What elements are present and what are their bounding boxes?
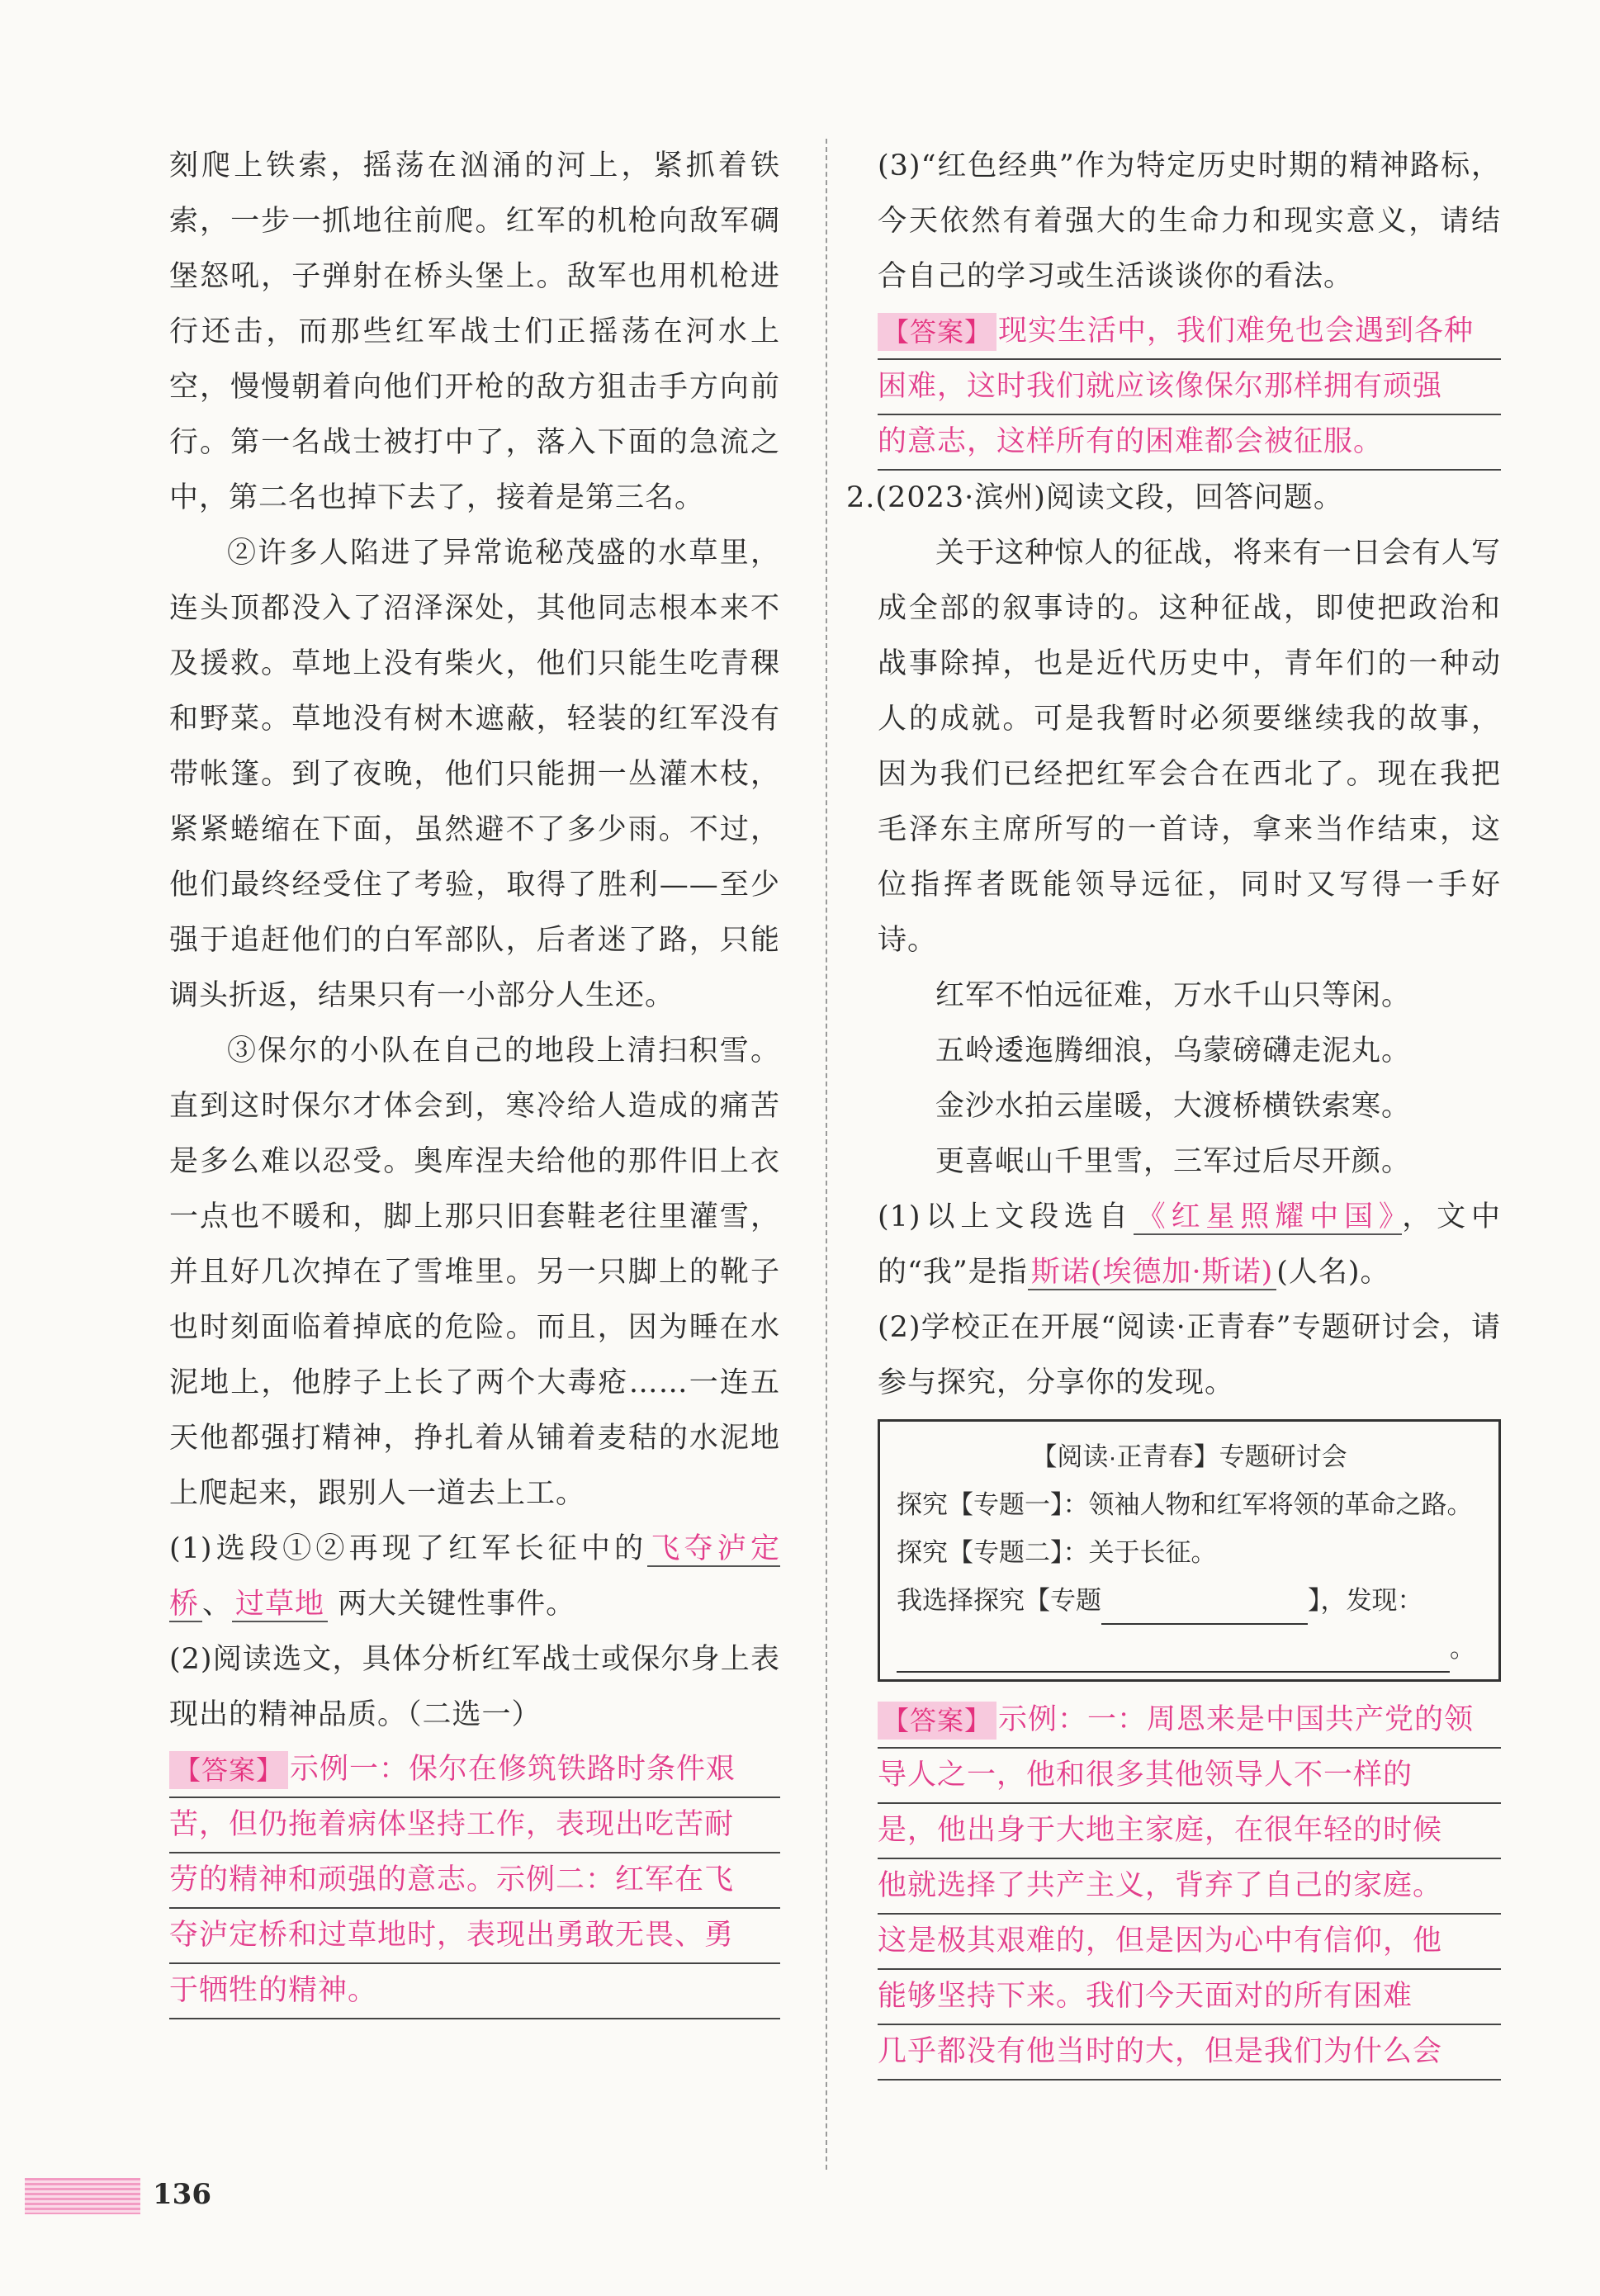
answer-tag: 【答案】 bbox=[169, 1751, 288, 1789]
answer-tag: 【答案】 bbox=[878, 1702, 996, 1740]
question-1-prefix: (1)选段①②再现了红军长征中的 bbox=[169, 1532, 648, 1565]
poem-line: 五岭逶迤腾细浪，乌蒙磅礴走泥丸。 bbox=[935, 1034, 1412, 1068]
discovery-end: 。 bbox=[1450, 1634, 1475, 1663]
passage-paragraph-1: 刻爬上铁索，摇荡在汹涌的河上，紧抓着铁索，一步一抓地往前爬。红军的机枪向敌军碉堡怒吼，子弹射在桥头堡上。敌军也用机枪进行还击，而那些红军战士们正摇荡在河水上空，慢慢朝着向他们开枪的敌方狙击手方向前行。第一名战士被打中了，落入下面的急流之中，第二名也掉下去了，接着是第三名。 bbox=[169, 149, 780, 514]
right-column bbox=[846, 139, 1501, 2081]
answer-block-left bbox=[169, 1743, 780, 2019]
seminar-topic-1: 探究【专题一】：领袖人物和红军将领的革命之路。 bbox=[897, 1490, 1473, 1519]
poem-line: 红军不怕远征难，万水千山只等闲。 bbox=[935, 979, 1412, 1012]
answer-line: 困难，这时我们就应该像保尔那样拥有顽强 bbox=[878, 360, 1501, 415]
question-1-suffix: 两大关键性事件。 bbox=[328, 1588, 576, 1621]
question-3: (3)“红色经典”作为特定历史时期的精神路标，今天依然有着强大的生命力和现实意义，请结合自己的学习或生活谈谈你的看法。 bbox=[878, 149, 1501, 293]
answer-line: 是，他出身于大地主家庭，在很年轻的时候 bbox=[878, 1804, 1501, 1859]
passage-paragraph-2: ②许多人陷进了异常诡秘茂盛的水草里，连头顶都没入了沼泽深处，其他同志根本来不及援救。草地上没有柴火，他们只能生吃青稞和野菜。草地没有树木遮蔽，轻装的红军没有带帐篷。到了夜晚，他们只能拥一丛灌木枝，紧紧蜷缩在下面，虽然避不了多少雨。不过，他们最终经受住了考验，取得了胜利——至少强于追赶他们的白军部队，后者迷了路，只能调头折返，结果只有一小部分人生还。 bbox=[169, 537, 780, 1012]
answer-line: 苦，但仍拖着病体坚持工作，表现出吃苦耐 bbox=[169, 1798, 780, 1853]
answer-line: 的意志，这样所有的困难都会被征服。 bbox=[878, 415, 1501, 471]
topic-blank[interactable] bbox=[1101, 1590, 1308, 1625]
separator: 、 bbox=[202, 1588, 233, 1621]
page-stripe-decoration bbox=[25, 2178, 140, 2214]
left-column bbox=[169, 139, 780, 2019]
passage-snow: 关于这种惊人的征战，将来有一日会有人写成全部的叙事诗的。这种征战，即使把政治和战事除掉，也是近代历史中，青年们的一种动人的成就。可是我暂时必须要继续我的故事，因为我们已经把红军会合在西北了。现在我把毛泽东主席所写的一首诗，拿来当作结束，这位指挥者既能领导远征，同时又写得一手好诗。 bbox=[878, 537, 1501, 957]
passage-paragraph-3: ③保尔的小队在自己的地段上清扫积雪。直到这时保尔才体会到，寒冷给人造成的痛苦是多么难以忍受。奥库涅夫给他的那件旧上衣一点也不暖和，脚上那只旧套鞋老往里灌雪，并且好几次掉在了雪堆里。另一只脚上的靴子也时刻面临着掉底的危险。而且，因为睡在水泥地上，他脖子上长了两个大毒疮……一连五天他都强打精神，挣扎着从铺着麦秸的水泥地上爬起来，跟别人一道去上工。 bbox=[169, 1034, 780, 1510]
discovery-blank[interactable] bbox=[897, 1635, 1450, 1673]
question-2: (2)阅读选文，具体分析红军战士或保尔身上表现出的精神品质。（二选一） bbox=[169, 1643, 780, 1731]
item-2-question-2: (2)学校正在开展“阅读·正青春”专题研讨会，请参与探究，分享你的发现。 bbox=[878, 1311, 1501, 1399]
question-prefix: (1)以上文段选自 bbox=[878, 1200, 1134, 1233]
seminar-box-title: 【阅读·正青春】专题研讨会 bbox=[1031, 1442, 1347, 1471]
answer-fill-author: 斯诺(埃德加·斯诺) bbox=[1028, 1256, 1276, 1290]
answer-line: 能够坚持下来。我们今天面对的所有困难 bbox=[878, 1970, 1501, 2025]
answer-line bbox=[169, 1743, 780, 1798]
answer-line bbox=[878, 305, 1501, 360]
answer-line: 几乎都没有他当时的大，但是我们为什么会 bbox=[878, 2025, 1501, 2081]
choice-prefix: 我选择探究【专题 bbox=[897, 1586, 1101, 1615]
item-2-question-1 bbox=[878, 1190, 1501, 1300]
answer-block-q3 bbox=[878, 305, 1501, 471]
question-suffix: (人名)。 bbox=[1276, 1256, 1390, 1289]
answer-fill-1: 飞夺泸定桥 bbox=[169, 1532, 780, 1621]
question-mid: ，文中的“我”是指 bbox=[878, 1200, 1501, 1289]
poem-line: 金沙水拍云崖暖，大渡桥横铁索寒。 bbox=[935, 1090, 1412, 1123]
answer-line: 夺泸定桥和过草地时，表现出勇敢无畏、勇 bbox=[169, 1909, 780, 1964]
answer-text: 现实生活中，我们难免也会遇到各种 bbox=[998, 315, 1475, 348]
column-divider bbox=[826, 139, 827, 2170]
answer-text: 示例一：保尔在修筑铁路时条件艰 bbox=[290, 1753, 736, 1786]
answer-fill-book: 《红星照耀中国》 bbox=[1134, 1200, 1403, 1235]
answer-text: 示例：一：周恩来是中国共产党的领 bbox=[998, 1703, 1475, 1736]
answer-line bbox=[878, 1693, 1501, 1749]
discovery-line bbox=[897, 1625, 1482, 1673]
item-2-heading: 2.(2023·滨州)阅读文段，回答问题。 bbox=[846, 481, 1343, 514]
seminar-choice-line bbox=[897, 1577, 1482, 1625]
answer-tag: 【答案】 bbox=[878, 313, 996, 351]
answer-line: 他就选择了共产主义，背弃了自己的家庭。 bbox=[878, 1859, 1501, 1915]
answer-fill-2: 过草地 bbox=[232, 1588, 328, 1622]
seminar-box bbox=[878, 1419, 1501, 1682]
answer-line: 于牺牲的精神。 bbox=[169, 1964, 780, 2019]
page-number: 136 bbox=[153, 2178, 211, 2211]
choice-suffix: 】，发现： bbox=[1308, 1586, 1423, 1615]
answer-line: 这是极其艰难的，但是因为心中有信仰，他 bbox=[878, 1915, 1501, 1970]
question-1 bbox=[169, 1522, 780, 1632]
answer-line: 劳的精神和顽强的意志。示例二：红军在飞 bbox=[169, 1853, 780, 1909]
answer-line: 导人之一，他和很多其他领导人不一样的 bbox=[878, 1749, 1501, 1804]
answer-block-q2 bbox=[878, 1693, 1501, 2081]
poem-line: 更喜岷山千里雪，三军过后尽开颜。 bbox=[935, 1145, 1412, 1178]
seminar-topic-2: 探究【专题二】：关于长征。 bbox=[897, 1538, 1217, 1567]
